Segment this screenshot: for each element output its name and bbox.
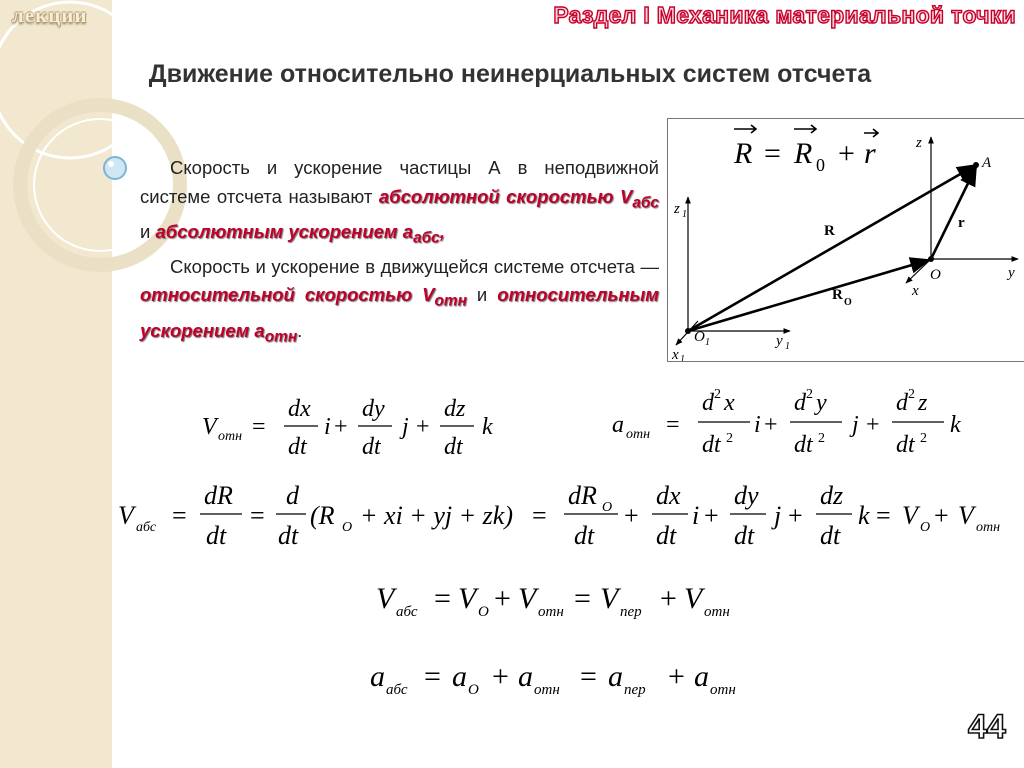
p1-text-middle: и [140, 220, 156, 242]
point-O [928, 256, 934, 262]
svg-text:=: = [764, 137, 781, 170]
svg-text:1: 1 [785, 341, 790, 352]
svg-text:V: V [518, 582, 537, 615]
svg-text:R: R [734, 137, 753, 170]
svg-text:R: R [832, 287, 843, 303]
svg-text:y: y [1008, 265, 1015, 281]
svg-text:O: O [920, 520, 931, 535]
svg-text:=: = [580, 660, 597, 693]
svg-text:абс: абс [396, 604, 418, 620]
svg-text:y: y [776, 333, 783, 349]
svg-text:R: R [824, 223, 835, 239]
svg-text:=: = [532, 501, 547, 530]
svg-text:i: i [754, 412, 761, 438]
svg-text:+ xi + yj + zk): + xi + yj + zk) [360, 501, 513, 530]
svg-text:пер: пер [624, 682, 646, 698]
svg-text:dt: dt [206, 521, 227, 550]
svg-text:dt: dt [734, 521, 755, 550]
p1-term-absolute-velocity: абсолютной скоростью $V_{абс}$ [378, 185, 659, 212]
svg-text:=: = [250, 501, 265, 530]
svg-text:x: x [724, 390, 735, 416]
svg-text:пер: пер [620, 604, 642, 620]
svg-text:1: 1 [680, 354, 685, 361]
svg-text:O: O [478, 604, 489, 620]
svg-text:отн: отн [976, 520, 1001, 535]
svg-text:dt: dt [656, 521, 677, 550]
svg-text:+: + [334, 414, 348, 440]
svg-text:2: 2 [726, 431, 733, 446]
vector-r [931, 167, 976, 259]
svg-text:k: k [482, 414, 493, 440]
svg-text:dt: dt [278, 521, 299, 550]
svg-text:z: z [674, 201, 680, 217]
svg-text:+: + [934, 501, 949, 530]
svg-text:2: 2 [714, 387, 721, 402]
svg-text:(R: (R [310, 501, 335, 530]
svg-text:a: a [452, 660, 467, 693]
svg-text:r: r [958, 215, 965, 231]
svg-text:x: x [672, 347, 679, 361]
svg-text:dt: dt [896, 432, 915, 458]
svg-text:a: a [694, 660, 709, 693]
svg-text:j: j [852, 412, 859, 438]
formula-relative-acceleration [610, 380, 980, 464]
svg-text:O: O [930, 267, 941, 283]
reference-frames-diagram [667, 118, 1024, 362]
slide-title: Движение относительно неинерциальных систем отсчета [148, 60, 872, 88]
svg-text:d: d [794, 390, 806, 416]
p1-text-before: Скорость и ускорение частицы А в неподвижной системе отсчета называют [140, 157, 659, 207]
svg-text:=: = [666, 412, 680, 438]
svg-text:A: A [982, 155, 992, 171]
svg-text:V: V [458, 582, 477, 615]
svg-text:+: + [704, 501, 719, 530]
svg-text:O: O [844, 297, 852, 308]
section-title: Раздел I Механика материальной точки [553, 2, 1016, 28]
formula-relative-velocity [200, 388, 520, 464]
svg-text:x: x [912, 283, 919, 299]
svg-text:k: k [950, 412, 961, 438]
point-A [973, 162, 979, 168]
svg-text:dx: dx [656, 481, 681, 510]
p2-term-relative-velocity: относительной скоростью $V_{отн}$ [140, 284, 467, 311]
svg-text:dR: dR [568, 481, 597, 510]
formula-velocity-sum [374, 572, 794, 624]
svg-text:=: = [424, 660, 441, 693]
svg-text:k: k [858, 501, 870, 530]
svg-text:V: V [202, 414, 217, 440]
svg-text:=: = [172, 501, 187, 530]
svg-text:dt: dt [288, 434, 307, 460]
svg-text:V: V [600, 582, 619, 615]
point-O1 [685, 328, 691, 334]
page-number: 44 [968, 708, 1006, 746]
svg-text:dt: dt [820, 521, 841, 550]
svg-text:отн: отн [704, 604, 730, 620]
lectures-label: лекции [12, 3, 88, 27]
svg-text:dt: dt [702, 432, 721, 458]
svg-text:=: = [252, 414, 266, 440]
svg-text:отн: отн [538, 604, 564, 620]
svg-text:+: + [494, 582, 511, 615]
svg-text:j: j [402, 414, 409, 440]
svg-text:+: + [416, 414, 430, 440]
svg-text:d: d [286, 481, 299, 510]
svg-text:V: V [958, 501, 974, 530]
svg-text:2: 2 [818, 431, 825, 446]
svg-text:O: O [602, 500, 613, 515]
svg-text:+: + [660, 582, 677, 615]
svg-text:j: j [774, 501, 782, 530]
svg-text:z: z [916, 135, 922, 151]
svg-text:i: i [324, 414, 331, 440]
svg-text:2: 2 [920, 431, 927, 446]
svg-text:+: + [866, 412, 880, 438]
svg-text:a: a [518, 660, 533, 693]
svg-text:dz: dz [444, 396, 466, 422]
svg-text:+: + [492, 660, 509, 693]
p1-text-after: , [439, 220, 445, 242]
svg-text:+: + [788, 501, 803, 530]
svg-text:dt: dt [574, 521, 595, 550]
svg-text:a: a [608, 660, 623, 693]
svg-text:=: = [876, 501, 891, 530]
svg-text:1: 1 [705, 337, 710, 348]
svg-text:=: = [434, 582, 451, 615]
svg-text:z: z [918, 390, 928, 416]
svg-text:2: 2 [908, 387, 915, 402]
p2-text-middle: и [466, 284, 498, 306]
svg-text:V: V [118, 501, 134, 530]
svg-text:d: d [896, 390, 908, 416]
svg-text:абс: абс [386, 682, 408, 698]
svg-text:O: O [694, 329, 705, 345]
svg-text:абс: абс [136, 520, 157, 535]
svg-text:O: O [468, 682, 479, 698]
svg-text:2: 2 [806, 387, 813, 402]
svg-text:+: + [838, 137, 855, 170]
svg-text:1: 1 [682, 209, 687, 220]
svg-text:dt: dt [362, 434, 381, 460]
svg-text:d: d [702, 390, 714, 416]
formula-r-sum [733, 125, 878, 175]
svg-text:=: = [574, 582, 591, 615]
svg-text:отн: отн [626, 427, 651, 442]
svg-text:отн: отн [218, 429, 243, 444]
svg-text:O: O [342, 520, 353, 535]
svg-text:y: y [816, 390, 827, 416]
svg-text:r: r [864, 137, 876, 170]
svg-text:+: + [668, 660, 685, 693]
vector-RO [688, 260, 929, 331]
vector-R [688, 165, 976, 331]
paragraph-relative [140, 253, 659, 352]
paragraph-absolute [140, 154, 659, 253]
svg-text:V: V [684, 582, 703, 615]
svg-text:dx: dx [288, 396, 311, 422]
svg-text:отн: отн [534, 682, 560, 698]
svg-text:dt: dt [794, 432, 813, 458]
svg-text:+: + [624, 501, 639, 530]
svg-text:a: a [370, 660, 385, 693]
p2-term-relative-acceleration: относительным ускорением $a_{отн}$ [140, 284, 659, 346]
svg-text:0: 0 [816, 155, 825, 175]
svg-text:отн: отн [710, 682, 736, 698]
svg-text:dt: dt [444, 434, 463, 460]
svg-text:dz: dz [820, 481, 844, 510]
svg-text:V: V [902, 501, 918, 530]
svg-text:dy: dy [734, 481, 759, 510]
svg-text:dy: dy [362, 396, 385, 422]
svg-text:V: V [376, 582, 395, 615]
p2-text-before: Скорость и ускорение в движущейся системе отсчета — [170, 255, 659, 277]
formula-absolute-velocity-expansion [116, 474, 1022, 558]
formula-acceleration-sum [368, 654, 788, 706]
diagram-svg [668, 119, 1024, 361]
p2-text-after: . [297, 319, 303, 341]
description [140, 154, 659, 352]
p1-term-absolute-acceleration: абсолютным ускорением $a_{абс}$ [155, 220, 440, 247]
svg-text:R: R [794, 137, 813, 170]
svg-text:dR: dR [204, 481, 233, 510]
svg-text:i: i [692, 501, 700, 530]
svg-text:a: a [612, 412, 624, 438]
svg-text:+: + [764, 412, 778, 438]
